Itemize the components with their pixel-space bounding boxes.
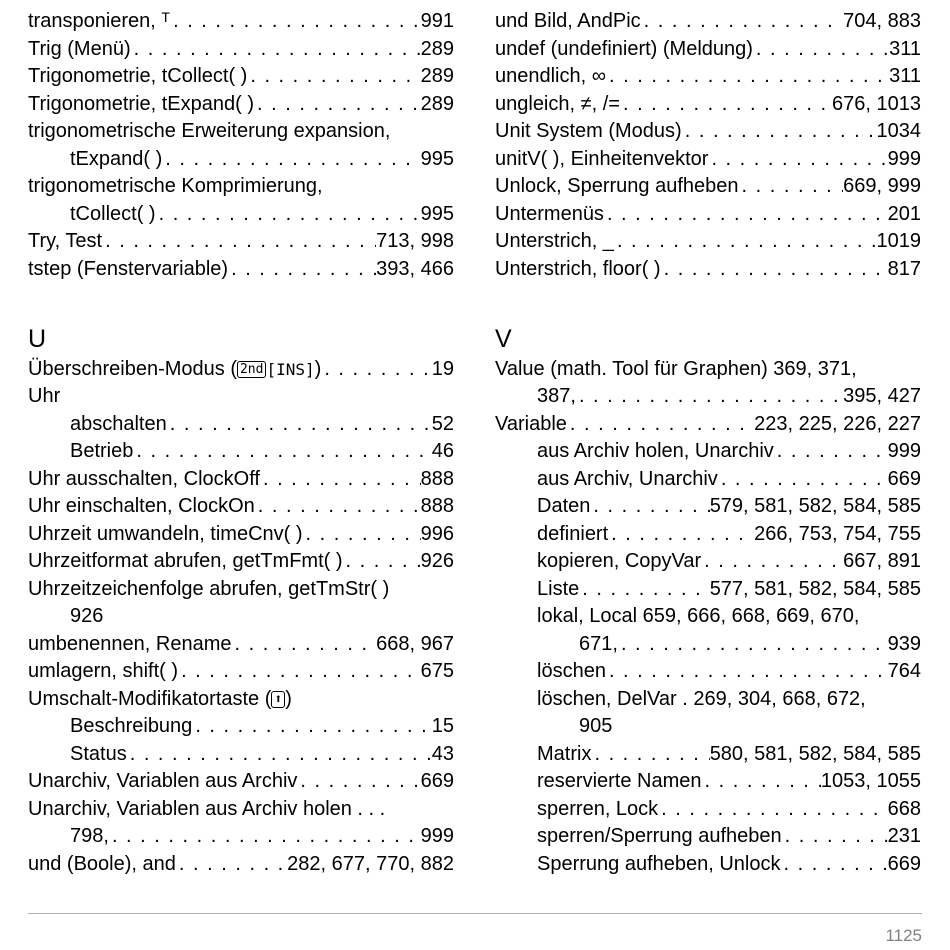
index-term: trigonometrische Komprimierung, [28, 175, 323, 197]
index-entry [495, 796, 921, 824]
dot-leader [260, 466, 421, 494]
index-pages: 996 [420, 522, 454, 545]
dot-leader [321, 356, 431, 384]
dot-leader [192, 713, 431, 741]
index-entry [495, 63, 921, 91]
index-entry [495, 438, 921, 466]
index-entry [28, 466, 454, 494]
index-block-u-cont [28, 713, 454, 878]
index-pages: 577, 581, 582, 584, 585 [709, 577, 921, 600]
index-term: lokal, Local 659, 666, 668, 669, 670, [537, 605, 860, 627]
index-entry-shift-key: Umschalt-Modifikatortaste ( ⬆ ) [28, 687, 292, 710]
index-entry [495, 493, 921, 521]
dot-leader [176, 851, 287, 879]
index-pages: 888 [420, 495, 454, 517]
dot-leader [753, 36, 889, 64]
index-entry [28, 768, 454, 796]
index-term: Unit System (Modus) [495, 120, 682, 142]
index-entry [495, 383, 921, 411]
index-pages: 201 [887, 202, 921, 225]
index-pages: 676, 1013 [832, 92, 921, 115]
dot-leader [774, 438, 888, 466]
index-term: Daten [537, 495, 591, 517]
index-entry [495, 411, 921, 439]
right-column [495, 8, 921, 878]
index-pages: 223, 225, 226, 227 [754, 412, 921, 435]
index-entry [28, 8, 454, 36]
dot-leader [228, 256, 376, 284]
index-entry [28, 91, 454, 119]
dot-leader [162, 146, 420, 174]
dot-leader [231, 631, 376, 659]
index-term: Betrieb [70, 440, 134, 462]
index-entry [28, 548, 454, 576]
index-term: Uhr ausschalten, ClockOff [28, 467, 260, 490]
dot-leader [576, 383, 843, 411]
dot-leader [590, 493, 709, 521]
index-entry [28, 146, 454, 174]
index-term: transponieren, ᵀ [28, 10, 171, 32]
index-term: Trigonometrie, tCollect( ) [28, 65, 248, 87]
dot-leader [620, 91, 832, 119]
index-entry [495, 521, 921, 549]
index-pages: 995 [420, 147, 454, 170]
index-entry [28, 823, 454, 851]
index-term: Überschreiben-Modus ( 2nd [INS]) [28, 357, 322, 380]
dot-leader [708, 146, 887, 174]
index-entry [28, 411, 454, 439]
index-pages: 231 [887, 825, 921, 847]
index-term: Uhr [28, 385, 61, 407]
index-pages: 266, 753, 754, 755 [754, 522, 921, 545]
index-term: Uhr einschalten, ClockOn [28, 495, 255, 517]
index-pages: 939 [887, 632, 921, 655]
index-term: 905 [579, 715, 613, 737]
index-entry [495, 118, 921, 146]
index-block-u [28, 383, 454, 686]
index-term: Unlock, Sperrung aufheben [495, 175, 739, 197]
index-term: Uhrzeit umwandeln, timeCnv( ) [28, 522, 303, 545]
index-entry [28, 796, 454, 824]
index-term: 798, [70, 825, 109, 847]
index-pages: 289 [420, 37, 454, 60]
index-entry [495, 8, 921, 36]
index-pages: 46 [431, 440, 454, 462]
index-term: 387, [537, 385, 576, 407]
index-pages: 926 [420, 550, 454, 572]
index-entry [495, 228, 921, 256]
index-pages: 668, 967 [376, 632, 454, 655]
dot-leader [606, 63, 889, 91]
index-term: sperren/Sperrung aufheben [537, 825, 782, 847]
index-entry [495, 356, 921, 384]
left-column [28, 8, 454, 878]
index-pages: 579, 581, 582, 584, 585 [709, 495, 921, 517]
index-entry [28, 438, 454, 466]
index-term: Unarchiv, Variablen aus Archiv holen . . . [28, 797, 386, 820]
index-term: Unterstrich, floor( ) [495, 257, 661, 280]
dot-leader [102, 228, 376, 256]
index-entry [28, 228, 454, 256]
dot-leader [170, 8, 421, 36]
index-pages: 669 [887, 467, 921, 490]
index-pages: 888 [420, 467, 454, 490]
dot-leader [618, 631, 888, 659]
index-term: tCollect( ) [70, 202, 156, 225]
index-pages: 999 [420, 825, 454, 847]
footer-rule [28, 913, 922, 914]
index-term: Untermenüs [495, 202, 604, 225]
index-term: aus Archiv holen, Unarchiv [537, 440, 774, 462]
index-term: löschen, DelVar . 269, 304, 668, 672, [537, 687, 866, 710]
index-entry [495, 146, 921, 174]
dot-leader [343, 548, 421, 576]
dot-leader [167, 411, 432, 439]
dot-leader [131, 36, 421, 64]
index-term: Trigonometrie, tExpand( ) [28, 92, 255, 115]
dot-leader [781, 851, 888, 879]
index-term: umlagern, shift( ) [28, 660, 179, 682]
index-term: definiert [537, 522, 609, 545]
index-pages: 1053, 1055 [820, 770, 921, 792]
index-entry [28, 173, 454, 201]
index-pages: 991 [420, 10, 454, 32]
index-term: Uhrzeitformat abrufen, getTmFmt( ) [28, 550, 343, 572]
index-pages: 669 [887, 852, 921, 875]
index-term: unendlich, ∞ [495, 65, 606, 87]
index-term: ungleich, ≠, /= [495, 92, 620, 115]
dot-leader [701, 548, 843, 576]
index-entry [495, 686, 921, 714]
index-entry [495, 91, 921, 119]
index-entry [28, 631, 454, 659]
section-gap [28, 283, 454, 311]
dot-leader [591, 741, 709, 769]
index-pages: 668 [887, 797, 921, 820]
index-entry [495, 823, 921, 851]
index-term: sperren, Lock [537, 797, 659, 820]
index-entry [28, 521, 454, 549]
index-entry [28, 576, 454, 604]
section-gap [495, 283, 921, 311]
dot-leader [614, 228, 877, 256]
index-term: unitV( ), Einheitenvektor [495, 147, 709, 170]
index-term: 671, [579, 632, 618, 655]
index-entry [28, 383, 454, 411]
dot-leader [604, 201, 888, 229]
index-entry [28, 658, 454, 686]
index-entry [28, 201, 454, 229]
index-pages: 289 [420, 65, 454, 87]
dot-leader [303, 521, 421, 549]
index-pages: 669, 999 [843, 175, 921, 197]
index-pages: 311 [889, 37, 921, 60]
index-term: abschalten [70, 412, 167, 435]
index-block-v [495, 356, 921, 879]
index-pages: 393, 466 [376, 257, 454, 280]
index-pages: 1019 [876, 230, 921, 252]
index-entry [495, 768, 921, 796]
index-term: Unarchiv, Variablen aus Archiv [28, 770, 298, 792]
index-term: umbenennen, Rename [28, 632, 232, 655]
index-term: Unterstrich, _ [495, 230, 614, 252]
dot-leader [127, 741, 432, 769]
index-term: tstep (Fenstervariable) [28, 257, 229, 280]
index-term: Sperrung aufheben, Unlock [537, 852, 781, 875]
dot-leader [682, 118, 877, 146]
index-pages: 675 [420, 660, 454, 682]
index-term: Trig (Menü) [28, 37, 131, 60]
index-entry [495, 36, 921, 64]
index-term: Variable [495, 412, 567, 435]
index-entry-overwrite-mode [28, 356, 454, 384]
index-term: Uhrzeitzeichenfolge abrufen, getTmStr( ) [28, 577, 390, 600]
index-entry [495, 741, 921, 769]
index-entry [495, 466, 921, 494]
index-entry [28, 493, 454, 521]
dot-leader [247, 63, 420, 91]
dot-leader [109, 823, 421, 851]
dot-leader [661, 256, 888, 284]
index-term: Value (math. Tool für Graphen) 369, 371, [495, 357, 857, 380]
index-pages: 713, 998 [376, 230, 454, 252]
index-entry [28, 741, 454, 769]
index-entry [495, 548, 921, 576]
index-pages: 395, 427 [843, 385, 921, 407]
index-term: undef (undefiniert) (Meldung) [495, 37, 753, 60]
dot-leader [739, 173, 844, 201]
index-term: 926 [70, 605, 104, 627]
index-block-u-right [495, 8, 921, 283]
index-pages: 1034 [876, 120, 921, 142]
index-term: Try, Test [28, 230, 103, 252]
index-entry [495, 713, 921, 741]
index-entry [28, 256, 454, 284]
index-entry [495, 576, 921, 604]
dot-leader [641, 8, 843, 36]
index-entry [495, 631, 921, 659]
section-heading-v: V [495, 324, 512, 353]
index-term: Beschreibung [70, 715, 193, 737]
dot-leader [606, 658, 888, 686]
index-term: und Bild, AndPic [495, 10, 641, 32]
index-pages: 580, 581, 582, 584, 585 [709, 742, 921, 765]
index-entry [28, 713, 454, 741]
index-pages: 289 [420, 92, 454, 115]
index-term: trigonometrische Erweiterung expansion, [28, 120, 391, 142]
index-pages: 19 [431, 357, 454, 380]
dot-leader [658, 796, 887, 824]
dot-leader [579, 576, 709, 604]
dot-leader [254, 91, 421, 119]
index-term: Status [70, 742, 127, 765]
index-entry [495, 256, 921, 284]
index-block-t [28, 8, 454, 283]
section-heading-u: U [28, 324, 47, 353]
index-entry [28, 63, 454, 91]
index-term: Matrix [537, 742, 592, 765]
index-term: löschen [537, 660, 606, 682]
index-entry [28, 36, 454, 64]
index-pages: 817 [887, 257, 921, 280]
dot-leader [608, 521, 754, 549]
index-term: tExpand( ) [70, 147, 163, 170]
index-term: kopieren, CopyVar [537, 550, 702, 572]
index-pages: 43 [431, 742, 454, 765]
index-pages: 999 [887, 147, 921, 170]
index-term: reservierte Namen [537, 770, 702, 792]
index-pages: 282, 677, 770, 882 [287, 852, 454, 875]
index-pages: 667, 891 [843, 550, 921, 572]
index-entry [495, 173, 921, 201]
index-entry [495, 851, 921, 879]
2nd-key-icon: 2nd [237, 361, 266, 378]
shift-arrow-key-icon: ⬆ [271, 691, 285, 708]
index-pages: 764 [887, 660, 921, 682]
index-entry [28, 118, 454, 146]
dot-leader [133, 438, 431, 466]
dot-leader [782, 823, 888, 851]
index-pages: 52 [431, 412, 454, 435]
index-pages: 15 [431, 715, 454, 737]
dot-leader [178, 658, 421, 686]
page-number: 1125 [885, 926, 922, 945]
index-entry [495, 658, 921, 686]
dot-leader [297, 768, 420, 796]
index-term: und (Boole), and [28, 852, 176, 875]
index-entry [495, 603, 921, 631]
index-entry [28, 851, 454, 879]
index-pages: 704, 883 [843, 10, 921, 32]
index-entry [28, 603, 454, 631]
index-pages: 999 [887, 440, 921, 462]
index-pages: 311 [889, 65, 921, 87]
index-term: Liste [537, 577, 580, 600]
dot-leader [702, 768, 821, 796]
dot-leader [255, 493, 421, 521]
ins-key-icon: [INS] [266, 359, 315, 379]
dot-leader [567, 411, 754, 439]
dot-leader [718, 466, 888, 494]
index-term: aus Archiv, Unarchiv [537, 467, 718, 490]
index-pages: 669 [420, 770, 454, 792]
index-entry [495, 201, 921, 229]
index-pages: 995 [420, 202, 454, 225]
dot-leader [156, 201, 421, 229]
